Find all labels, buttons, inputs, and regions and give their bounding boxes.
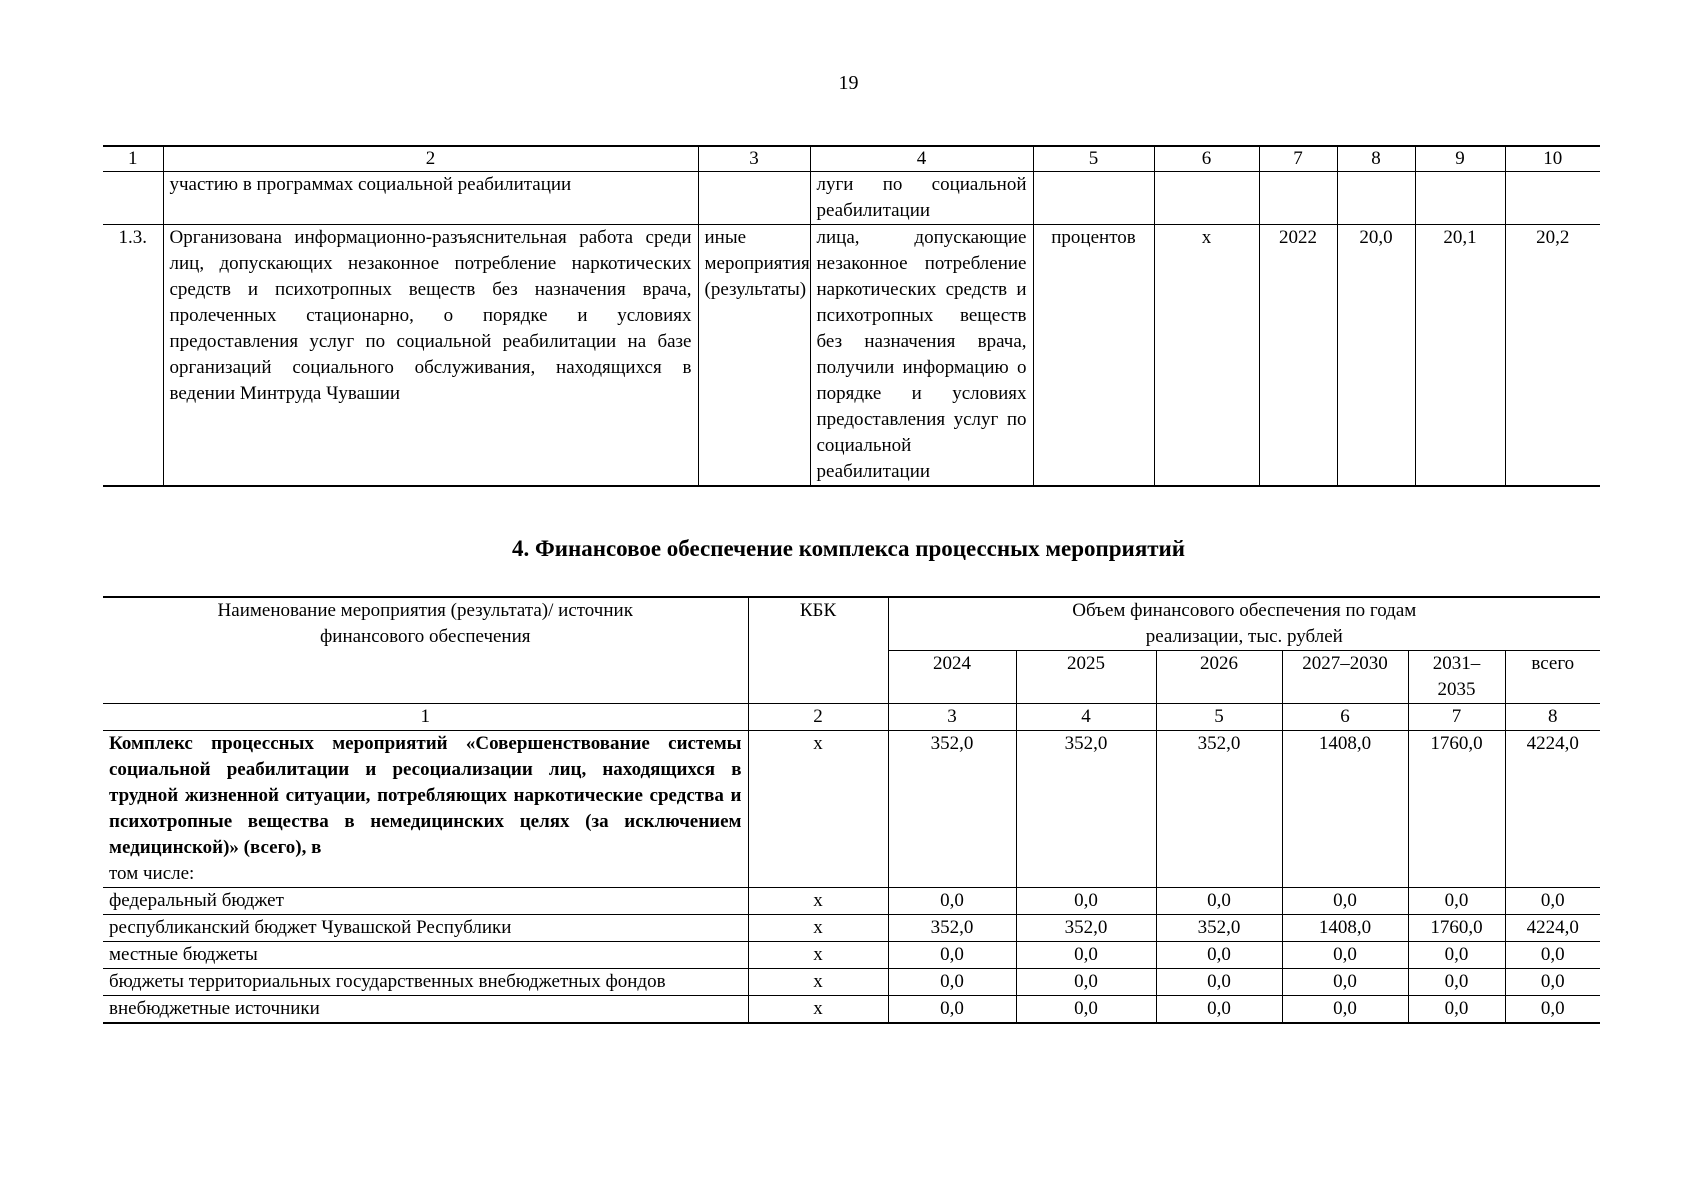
table-row: местные бюджеты х 0,0 0,0 0,0 0,0 0,0 0,0 bbox=[103, 942, 1600, 969]
row-name: Комплекс процессных мероприятий «Совершенствование системы социальной реабилитации и ресоциализации лиц, находящихся в трудной жизненной ситуации, потребляющих наркотические средства и психотропные вещества в немедицинских целях (за исключением медицинской)» (всего), в том числе: bbox=[103, 731, 748, 888]
col-number-9: 9 bbox=[1415, 146, 1505, 172]
row-characteristic: лица, допускающие незаконное потребление наркотических средств и психотропных веществ без назначения врача, получили информацию о порядке и условиях предоставления услуг по социальной реабилитации bbox=[810, 225, 1033, 487]
table-row: республиканский бюджет Чувашской Республики х 352,0 352,0 352,0 1408,0 1760,0 4224,0 bbox=[103, 915, 1600, 942]
row-unit: процентов bbox=[1033, 225, 1154, 487]
col-number-3: 3 bbox=[888, 704, 1016, 731]
financing-table bbox=[103, 596, 1600, 1024]
section-title: 4. Финансовое обеспечение комплекса процессных мероприятий bbox=[511, 536, 1186, 561]
header-name: Наименование мероприятия (результата)/ источник финансового обеспечения bbox=[103, 597, 748, 704]
col-number-2: 2 bbox=[163, 146, 698, 172]
year-total: всего bbox=[1505, 651, 1600, 704]
row-value-10: 20,2 bbox=[1505, 225, 1600, 487]
row-number: 1.3. bbox=[103, 225, 163, 487]
col-number-5: 5 bbox=[1156, 704, 1282, 731]
year-2024: 2024 bbox=[888, 651, 1016, 704]
table-row: бюджеты территориальных государственных внебюджетных фондов х 0,0 0,0 0,0 0,0 0,0 0,0 bbox=[103, 969, 1600, 996]
continuation-name: участию в программах социальной реабилитации bbox=[163, 172, 698, 225]
row-name: Организована информационно-разъяснительная работа среди лиц, допускающих незаконное потребление наркотических средств и психотропных веществ без назначения врача, пролеченных стационарно, о порядке и условиях предоставления услуг по социальной реабилитации на базе организаций социального обслуживания, находящихся в ведении Минтруда Чувашии bbox=[163, 225, 698, 487]
table-row bbox=[103, 172, 1600, 225]
col-number-3: 3 bbox=[698, 146, 810, 172]
row-name: республиканский бюджет Чувашской Республики bbox=[103, 915, 748, 942]
row-value-8: 20,0 bbox=[1337, 225, 1415, 487]
row-year: 2022 bbox=[1259, 225, 1337, 487]
table-row: федеральный бюджет х 0,0 0,0 0,0 0,0 0,0 0,0 bbox=[103, 888, 1600, 915]
header-kbk: КБК bbox=[748, 597, 888, 704]
year-2026: 2026 bbox=[1156, 651, 1282, 704]
table-row: Комплекс процессных мероприятий «Совершенствование системы социальной реабилитации и ресоциализации лиц, находящихся в трудной жизненной ситуации, потребляющих наркотические средства и психотропные вещества в немедицинских целях (за исключением медицинской)» (всего), в том числе: х 352,0 352,0 352,0 1408,0 1760,0 4224,0 bbox=[103, 731, 1600, 888]
row-name: федеральный бюджет bbox=[103, 888, 748, 915]
continuation-characteristic: луги по социальной реабилитации bbox=[810, 172, 1033, 225]
header-volume: Объем финансового обеспечения по годам реализации, тыс. рублей bbox=[888, 597, 1600, 651]
col-number-10: 10 bbox=[1505, 146, 1600, 172]
table-row: внебюджетные источники х 0,0 0,0 0,0 0,0 0,0 0,0 bbox=[103, 996, 1600, 1024]
col-number-1: 1 bbox=[103, 146, 163, 172]
row-name: внебюджетные источники bbox=[103, 996, 748, 1024]
col-number-2: 2 bbox=[748, 704, 888, 731]
col-number-8: 8 bbox=[1337, 146, 1415, 172]
col-number-5: 5 bbox=[1033, 146, 1154, 172]
col-number-4: 4 bbox=[1016, 704, 1156, 731]
col-number-8: 8 bbox=[1505, 704, 1600, 731]
table-header-row bbox=[103, 146, 1600, 172]
indicators-table bbox=[103, 145, 1600, 487]
col-number-1: 1 bbox=[103, 704, 748, 731]
row-col6: х bbox=[1154, 225, 1259, 487]
table-row bbox=[103, 225, 1600, 487]
row-name: бюджеты территориальных государственных внебюджетных фондов bbox=[103, 969, 748, 996]
col-number-6: 6 bbox=[1154, 146, 1259, 172]
col-number-7: 7 bbox=[1408, 704, 1505, 731]
col-number-7: 7 bbox=[1259, 146, 1337, 172]
row-name: местные бюджеты bbox=[103, 942, 748, 969]
table-header-row bbox=[103, 597, 1600, 651]
column-numbers-row bbox=[103, 704, 1600, 731]
col-number-6: 6 bbox=[1282, 704, 1408, 731]
row-type: иные мероприятия (результаты) bbox=[698, 225, 810, 487]
year-2025: 2025 bbox=[1016, 651, 1156, 704]
year-2031-2035: 2031–2035 bbox=[1408, 651, 1505, 704]
row-value-9: 20,1 bbox=[1415, 225, 1505, 487]
col-number-4: 4 bbox=[810, 146, 1033, 172]
year-2027-2030: 2027–2030 bbox=[1282, 651, 1408, 704]
page-number: 19 bbox=[838, 72, 859, 94]
